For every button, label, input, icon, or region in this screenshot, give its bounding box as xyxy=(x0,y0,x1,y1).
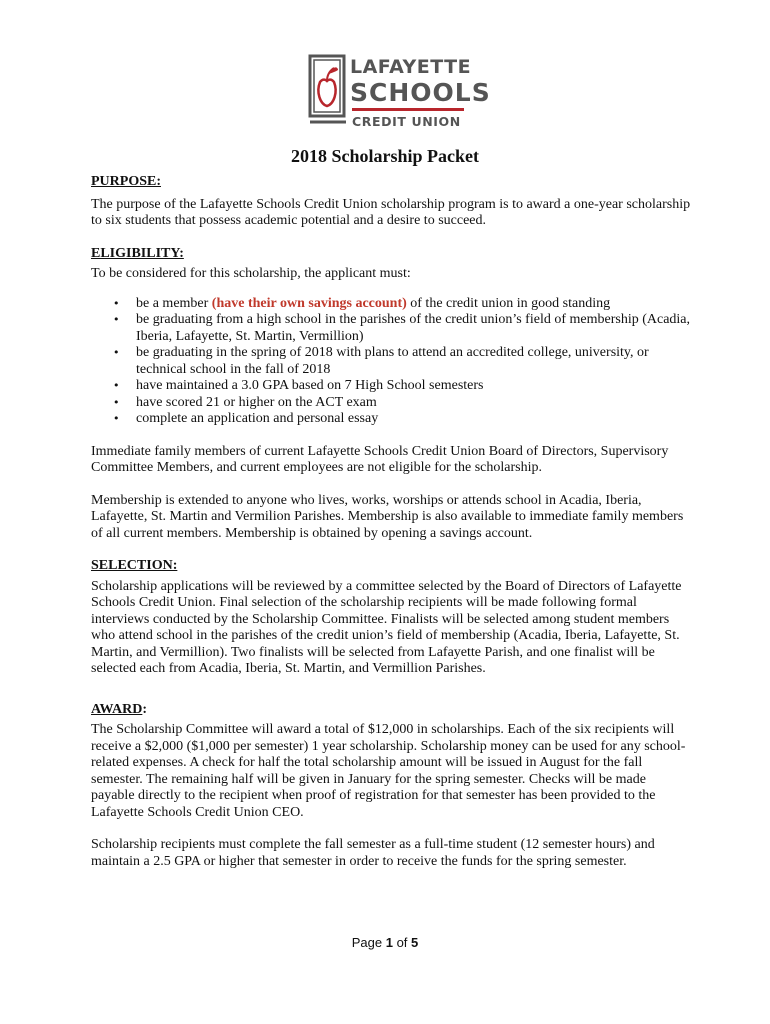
selection-heading: SELECTION: xyxy=(91,558,178,573)
credit-union-logo xyxy=(308,50,491,132)
selection-text: Scholarship applications will be reviewed by a committee selected by the Board of Directors of Lafayette Schools Credit Union. Final selection of the scholarship recipients will be made following formal interviews conducted by the Scholarship Committee. Finalists will be selected among student members who attend school in the parishes of the credit union’s field of membership (Acadia, Iberia, Lafayette, St. Martin, and Vermillion). Two finalists will be selected from Lafayette Parish, and one finalist will be selected each from Acadia, Iberia, St. Martin, and Vermillion Parishes. xyxy=(91,578,682,676)
award-final-paragraph: Scholarship recipients must complete the fall semester as a full-time student (12 semester hours) and maintain a 2.5 GPA or higher that semester in order to receive the funds for the spring semester. xyxy=(91,837,655,869)
purpose-text: The purpose of the Lafayette Schools Credit Union scholarship program is to award a one-year scholarship to six students that possess academic potential and a desire to succeed. xyxy=(91,196,691,228)
purpose-heading: PURPOSE: xyxy=(91,174,161,189)
list-item: • be a member (have their own savings account) of the credit union in good standing xyxy=(91,296,691,313)
document-title: 2018 Scholarship Packet xyxy=(290,146,479,166)
list-item: • be graduating in the spring of 2018 with plans to attend an accredited college, university, or technical school in the fall of 2018 xyxy=(91,345,691,378)
logo-text-credit-union: CREDIT UNION xyxy=(352,114,461,129)
page-number: Page 1 of 5 xyxy=(351,935,419,950)
award-text: The Scholarship Committee will award a total of $12,000 in scholarships. Each of the six recipients will receive a $2,000 ($1,000 per semester) 1 year scholarship. Scholarship money can be used for any school-related expenses. A check for half the total scholarship amount will be issued in August for the fall semester. The remaining half will be given in January for the spring semester. Checks will be made payable directly to the recipient when proof of registration for that semester has been provided to the Lafayette Schools Credit Union CEO. xyxy=(91,722,686,820)
award-heading: AWARD: xyxy=(91,701,148,717)
membership-paragraph: Membership is extended to anyone who lives, works, worships or attends school in Acadia, Iberia, Lafayette, St. Martin and Vermilion Parishes. Membership is also available to immediate family members of all current members. Membership is obtained by opening a savings account. xyxy=(91,492,684,541)
logo-text-lafayette: LAFAYETTE xyxy=(350,56,472,78)
savings-account-highlight: (have their own savings account) xyxy=(211,295,407,311)
eligibility-intro: To be considered for this scholarship, the applicant must: xyxy=(91,266,411,281)
list-item: • have scored 21 or higher on the ACT exam xyxy=(91,395,691,412)
apple-logo-icon xyxy=(308,52,348,128)
logo-divider xyxy=(352,108,464,111)
list-item: • complete an application and personal essay xyxy=(91,411,691,428)
eligibility-heading: ELIGIBILITY: xyxy=(91,245,184,261)
ineligibility-paragraph: Immediate family members of current Lafayette Schools Credit Union Board of Directors, Supervisory Committee Members, and current employees are not eligible for the scholarship. xyxy=(91,443,669,475)
eligibility-list xyxy=(91,296,691,428)
list-item: • have maintained a 3.0 GPA based on 7 High School semesters xyxy=(91,378,691,395)
logo-text-schools: SCHOOLS xyxy=(350,78,491,107)
list-item: • be graduating from a high school in the parishes of the credit union’s field of membership (Acadia, Iberia, Lafayette, St. Martin, Vermillion) xyxy=(91,312,691,345)
document-body xyxy=(91,174,691,870)
